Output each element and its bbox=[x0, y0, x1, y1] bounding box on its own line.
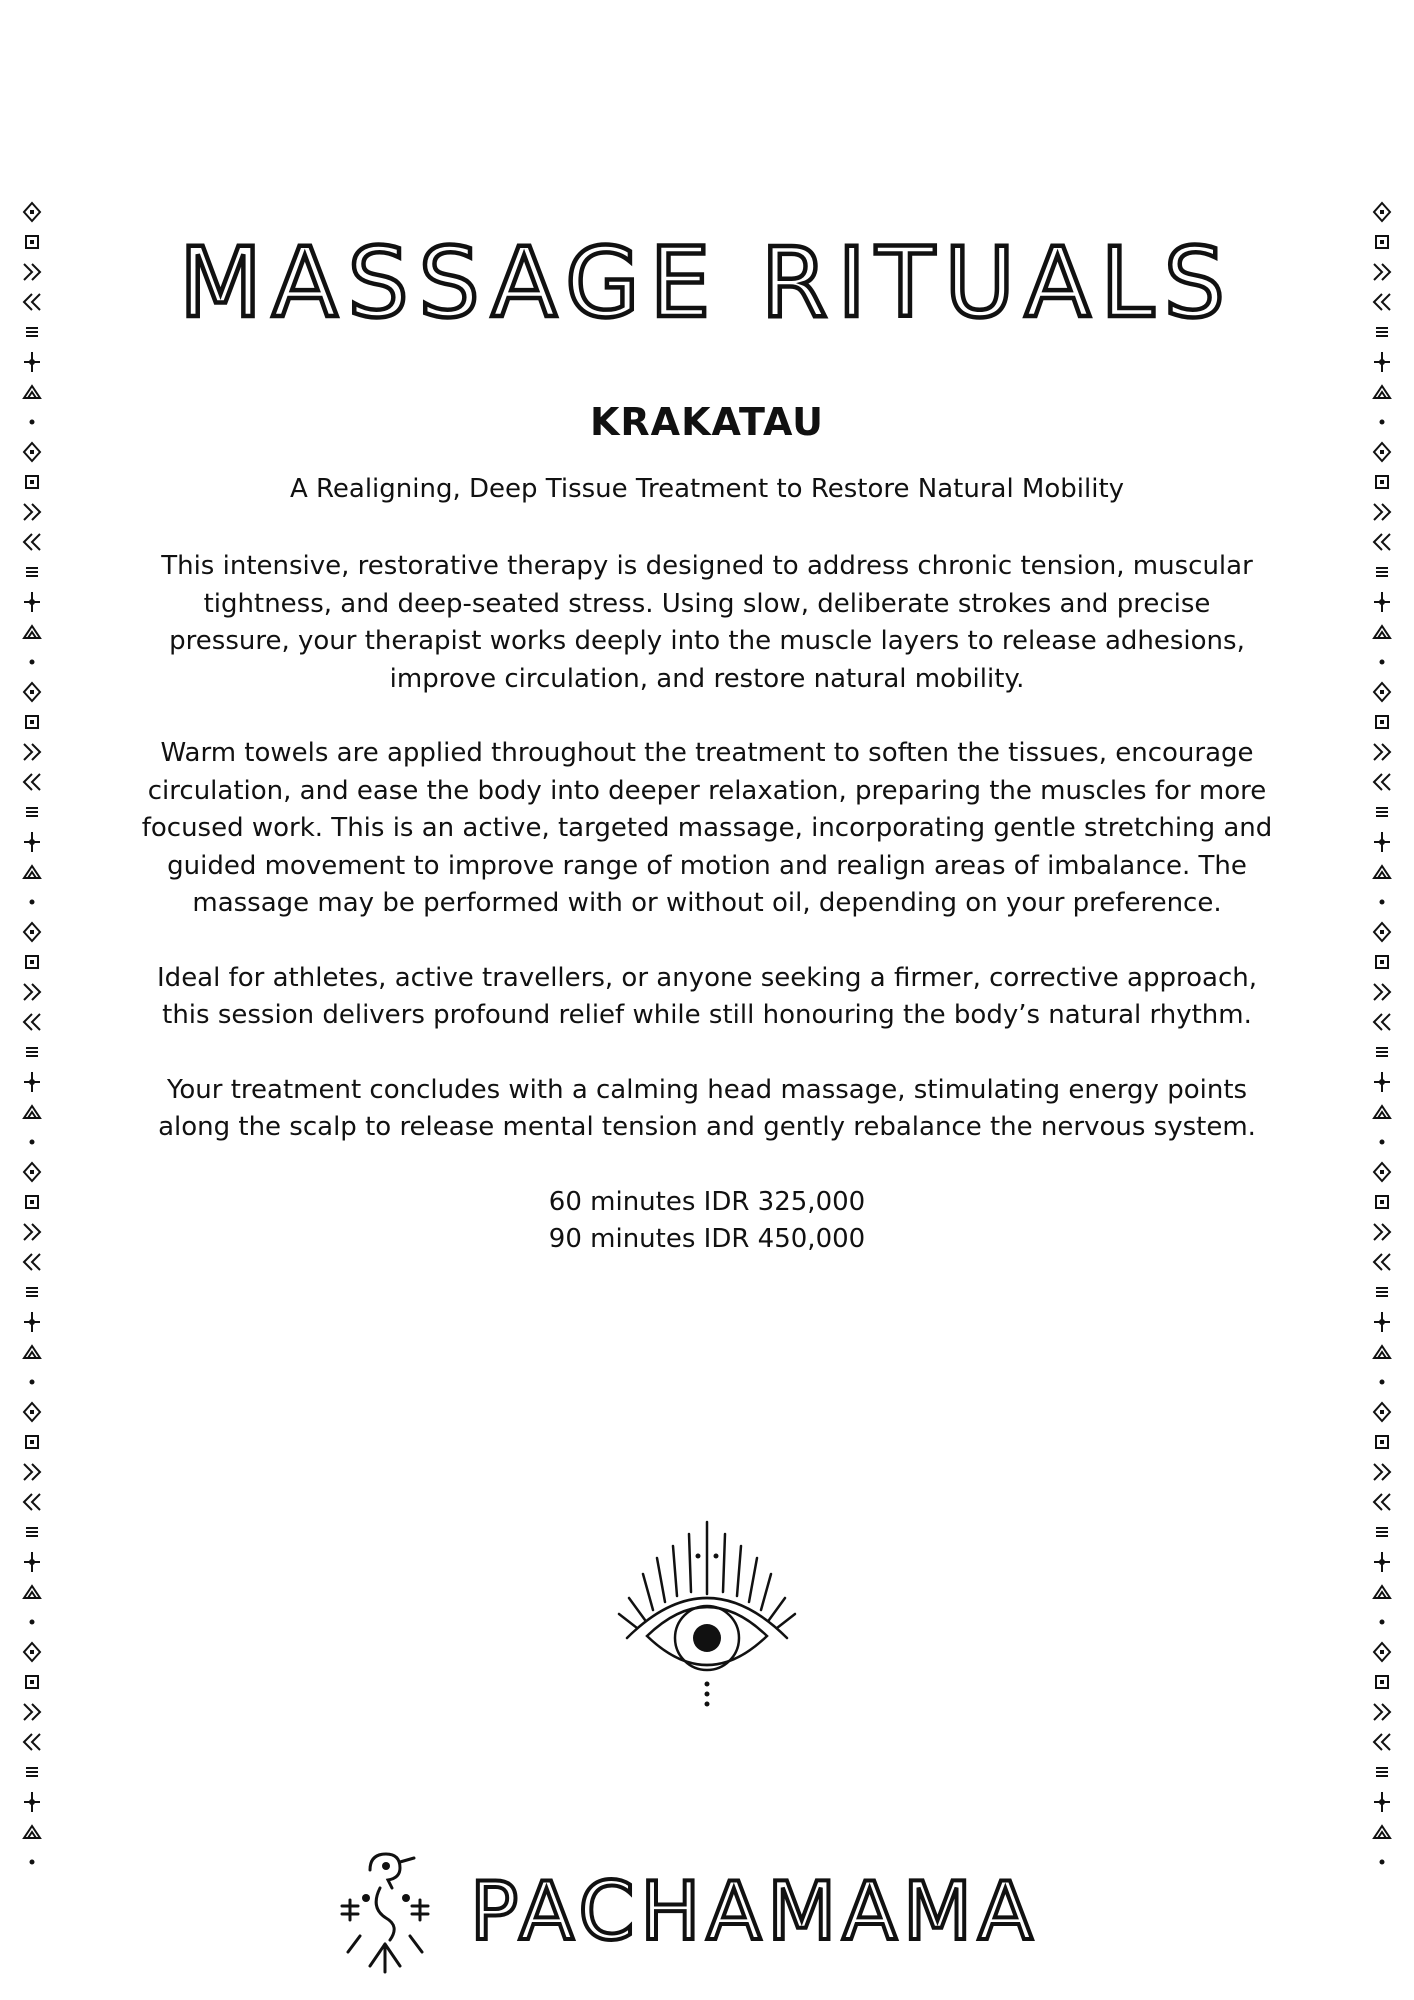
tribal-border-icon bbox=[20, 1400, 44, 1424]
tribal-border-icon bbox=[1370, 560, 1394, 584]
tribal-border-icon bbox=[20, 1100, 44, 1124]
page-title bbox=[0, 238, 1414, 330]
tribal-border-icon bbox=[1370, 920, 1394, 944]
brand-name: PACHAMAMA bbox=[470, 1871, 1039, 1951]
tribal-border-icon bbox=[20, 530, 44, 554]
tribal-border-icon bbox=[20, 590, 44, 614]
tribal-border-icon bbox=[1370, 1100, 1394, 1124]
tribal-border-icon bbox=[1370, 1490, 1394, 1514]
tribal-border-icon bbox=[20, 1430, 44, 1454]
tribal-border-icon bbox=[20, 1850, 44, 1874]
tribal-border-icon bbox=[20, 1490, 44, 1514]
tribal-border-icon bbox=[1370, 680, 1394, 704]
tribal-border-icon bbox=[20, 1070, 44, 1094]
tribal-border-icon bbox=[20, 680, 44, 704]
tribal-border-icon bbox=[1370, 1040, 1394, 1064]
tribal-border-icon bbox=[1370, 1820, 1394, 1844]
tribal-border-icon bbox=[1370, 1160, 1394, 1184]
tribal-border-icon bbox=[20, 1280, 44, 1304]
treatment-name: KRAKATAU bbox=[589, 400, 825, 444]
tribal-border-icon bbox=[20, 1160, 44, 1184]
tribal-border-icon bbox=[1370, 950, 1394, 974]
eye-icon bbox=[617, 1518, 797, 1708]
tribal-border-icon bbox=[1370, 710, 1394, 734]
tribal-border-icon bbox=[20, 1220, 44, 1244]
left-tribal-border bbox=[20, 200, 44, 1960]
description-paragraph: Ideal for athletes, active travellers, or anyone seeking a firmer, corrective approach, this session delivers profound relief while still honouring the body’s natural rhythm. bbox=[157, 962, 1257, 1030]
tribal-border-icon bbox=[20, 1550, 44, 1574]
description-paragraph: This intensive, restorative therapy is designed to address chronic tension, muscular tightness, and deep-seated stress. Using slow, deliberate strokes and precise pressure, your therapist works deeply into the muscle layers to release adhesions, improve circulation, and restore natural mobility. bbox=[161, 551, 1253, 694]
tribal-border-icon bbox=[1370, 620, 1394, 644]
price-90-minutes: 90 minutes IDR 450,000 bbox=[548, 1224, 866, 1254]
tribal-border-icon bbox=[20, 1730, 44, 1754]
description-paragraph: Your treatment concludes with a calming head massage, stimulating energy points along the scalp to release mental tension and gently rebalance the nervous system. bbox=[158, 1074, 1256, 1142]
tribal-border-icon bbox=[1370, 830, 1394, 854]
tribal-border-icon bbox=[1370, 380, 1394, 404]
tribal-border-icon bbox=[1370, 1640, 1394, 1664]
tribal-border-icon bbox=[1370, 350, 1394, 374]
tribal-border-icon bbox=[1370, 200, 1394, 224]
tribal-border-icon bbox=[1370, 1610, 1394, 1634]
tribal-border-icon bbox=[1370, 1520, 1394, 1544]
tribal-border-icon bbox=[20, 1610, 44, 1634]
tribal-border-icon bbox=[1370, 1220, 1394, 1244]
tribal-border-icon bbox=[20, 860, 44, 884]
tribal-border-icon bbox=[20, 410, 44, 434]
tribal-border-icon bbox=[1370, 1850, 1394, 1874]
tribal-border-icon bbox=[20, 1040, 44, 1064]
brand-wordmark bbox=[470, 1871, 1070, 1951]
tribal-border-icon bbox=[1370, 1130, 1394, 1154]
tribal-border-icon bbox=[1370, 1070, 1394, 1094]
tribal-border-icon bbox=[20, 1250, 44, 1274]
tribal-border-icon bbox=[20, 800, 44, 824]
tribal-border-icon bbox=[1370, 650, 1394, 674]
tribal-border-icon bbox=[1370, 530, 1394, 554]
tribal-border-icon bbox=[20, 1670, 44, 1694]
tribal-border-icon bbox=[20, 1700, 44, 1724]
pachamama-logo bbox=[330, 1848, 1090, 1974]
tribal-border-icon bbox=[20, 1760, 44, 1784]
tribal-border-icon bbox=[20, 1790, 44, 1814]
tribal-border-icon bbox=[20, 350, 44, 374]
tribal-border-icon bbox=[20, 890, 44, 914]
tribal-border-icon bbox=[1370, 1550, 1394, 1574]
price-60-minutes: 60 minutes IDR 325,000 bbox=[548, 1186, 866, 1217]
tribal-border-icon bbox=[1370, 1670, 1394, 1694]
tribal-border-icon bbox=[20, 440, 44, 464]
tribal-border-icon bbox=[20, 380, 44, 404]
tribal-border-icon bbox=[20, 620, 44, 644]
tribal-border-icon bbox=[1370, 860, 1394, 884]
tribal-border-icon bbox=[1370, 590, 1394, 614]
pachamama-logo-icon bbox=[330, 1848, 440, 1974]
tribal-border-icon bbox=[20, 560, 44, 584]
tribal-border-icon bbox=[20, 950, 44, 974]
tribal-border-icon bbox=[1370, 1280, 1394, 1304]
tribal-border-icon bbox=[1370, 500, 1394, 524]
tribal-border-icon bbox=[20, 920, 44, 944]
tribal-border-icon bbox=[20, 500, 44, 524]
tribal-border-icon bbox=[1370, 770, 1394, 794]
tribal-border-icon bbox=[20, 770, 44, 794]
tribal-border-icon bbox=[1370, 440, 1394, 464]
tribal-border-icon bbox=[20, 1820, 44, 1844]
tribal-border-icon bbox=[1370, 1370, 1394, 1394]
tribal-border-icon bbox=[20, 1520, 44, 1544]
description-paragraph: Warm towels are applied throughout the treatment to soften the tissues, encourage circulation, and ease the body into deeper relaxation, preparing the muscles for more focused work. This is an active, targeted massage, incorporating gentle stretching and guided movement to improve range of motion and realign areas of imbalance. The massage may be performed with or without oil, depending on your preference. bbox=[141, 738, 1273, 918]
treatment-section bbox=[140, 400, 1274, 1259]
tribal-border-icon bbox=[1370, 1790, 1394, 1814]
tribal-border-icon bbox=[20, 470, 44, 494]
tribal-border-icon bbox=[20, 740, 44, 764]
tribal-border-icon bbox=[1370, 1250, 1394, 1274]
tribal-border-icon bbox=[20, 830, 44, 854]
tribal-border-icon bbox=[20, 1130, 44, 1154]
tribal-border-icon bbox=[20, 1190, 44, 1214]
tribal-border-icon bbox=[1370, 1460, 1394, 1484]
tribal-border-icon bbox=[20, 980, 44, 1004]
page-title-lettering bbox=[117, 238, 1297, 330]
tribal-border-icon bbox=[1370, 740, 1394, 764]
tribal-border-icon bbox=[1370, 1190, 1394, 1214]
tribal-border-icon bbox=[20, 1370, 44, 1394]
tribal-border-icon bbox=[1370, 980, 1394, 1004]
tribal-border-icon bbox=[1370, 1400, 1394, 1424]
tribal-border-icon bbox=[1370, 1760, 1394, 1784]
tribal-border-icon bbox=[1370, 1340, 1394, 1364]
page-title-text: MASSAGE RITUALS bbox=[179, 238, 1235, 330]
tribal-border-icon bbox=[20, 1460, 44, 1484]
tribal-border-icon bbox=[1370, 1010, 1394, 1034]
tribal-border-icon bbox=[1370, 1700, 1394, 1724]
tribal-border-icon bbox=[20, 710, 44, 734]
tribal-border-icon bbox=[1370, 1730, 1394, 1754]
tribal-border-icon bbox=[20, 1580, 44, 1604]
tribal-border-icon bbox=[20, 1310, 44, 1334]
treatment-subtitle: A Realigning, Deep Tissue Treatment to Restore Natural Mobility bbox=[289, 474, 1125, 504]
tribal-border-icon bbox=[20, 1340, 44, 1364]
tribal-border-icon bbox=[1370, 1430, 1394, 1454]
tribal-border-icon bbox=[20, 1010, 44, 1034]
tribal-border-icon bbox=[1370, 470, 1394, 494]
tribal-border-icon bbox=[20, 1640, 44, 1664]
tribal-border-icon bbox=[1370, 890, 1394, 914]
tribal-border-icon bbox=[1370, 800, 1394, 824]
right-tribal-border bbox=[1370, 200, 1394, 1960]
tribal-border-icon bbox=[20, 650, 44, 674]
tribal-border-icon bbox=[1370, 1310, 1394, 1334]
tribal-border-icon bbox=[1370, 1580, 1394, 1604]
tribal-border-icon bbox=[1370, 410, 1394, 434]
tribal-border-icon bbox=[20, 200, 44, 224]
